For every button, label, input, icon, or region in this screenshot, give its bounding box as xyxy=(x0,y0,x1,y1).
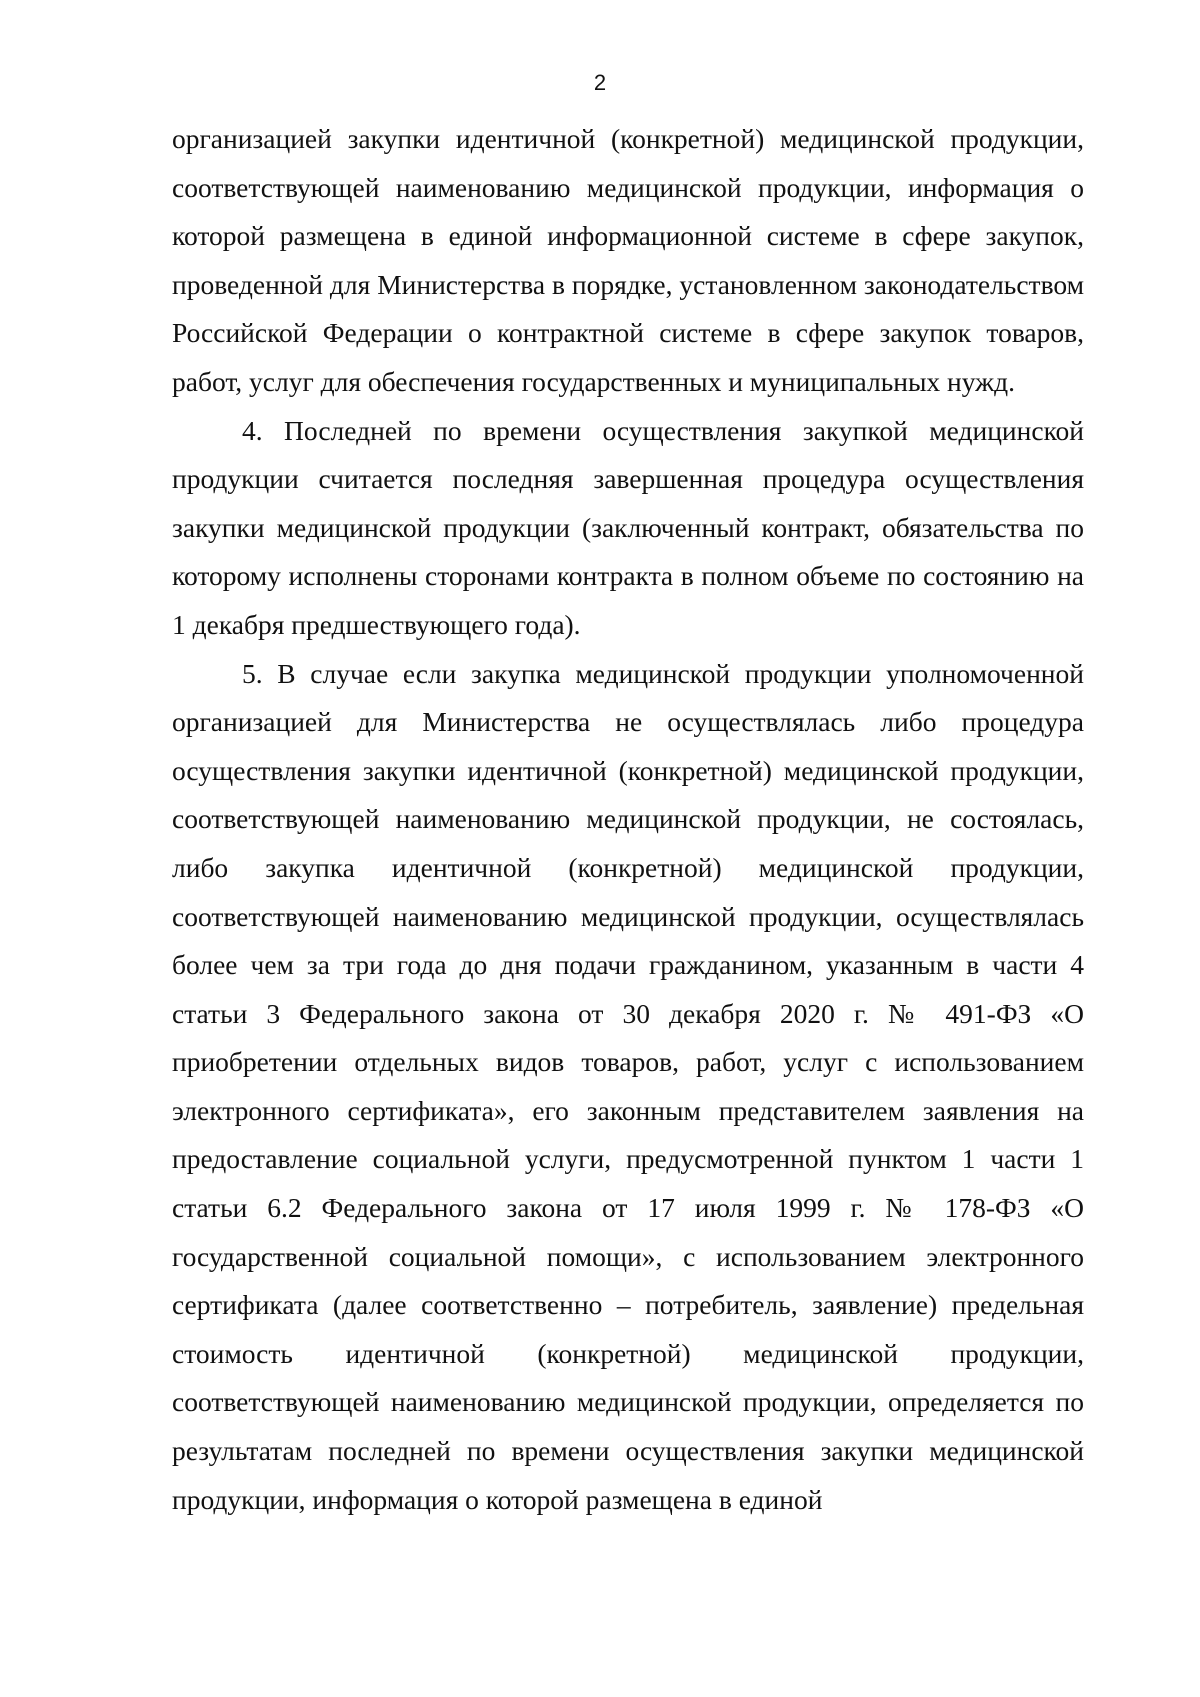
document-body xyxy=(172,115,1084,1524)
paragraph-item-5: 5. В случае если закупка медицинской продукции уполномоченной организацией для Министерства не осуществлялась либо процедура осуществления закупки идентичной (конкретной) медицинской продукции, соответствующей наименованию медицинской продукции, не состоялась, либо закупка идентичной (конкретной) медицинской продукции, соответствующей наименованию медицинской продукции, осуществлялась более чем за три года до дня подачи гражданином, указанным в части 4 статьи 3 Федерального закона от 30 декабря 2020 г. № 491-ФЗ «О приобретении отдельных видов товаров, работ, услуг с использованием электронного сертификата», его законным представителем заявления на предоставление социальной услуги, предусмотренной пунктом 1 части 1 статьи 6.2 Федерального закона от 17 июля 1999 г. № 178-ФЗ «О государственной социальной помощи», с использованием электронного сертификата (далее соответственно – потребитель, заявление) предельная стоимость идентичной (конкретной) медицинской продукции, соответствующей наименованию медицинской продукции, определяется по результатам последней по времени осуществления закупки медицинской продукции, информация о которой размещена в единой xyxy=(172,657,1084,1515)
paragraph-continuation: организацией закупки идентичной (конкретной) медицинской продукции, соответствующей наименованию медицинской продукции, информация о которой размещена в единой информационной системе в сфере закупок, проведенной для Министерства в порядке, установленном законодательством Российской Федерации о контрактной системе в сфере закупок товаров, работ, услуг для обеспечения государственных и муниципальных нужд. xyxy=(172,123,1084,397)
paragraph-item-4: 4. Последней по времени осуществления закупкой медицинской продукции считается последняя завершенная процедура осуществления закупки медицинской продукции (заключенный контракт, обязательства по которому исполнены сторонами контракта в полном объеме по состоянию на 1 декабря предшествующего года). xyxy=(172,414,1084,640)
page-number: 2 xyxy=(593,70,607,95)
